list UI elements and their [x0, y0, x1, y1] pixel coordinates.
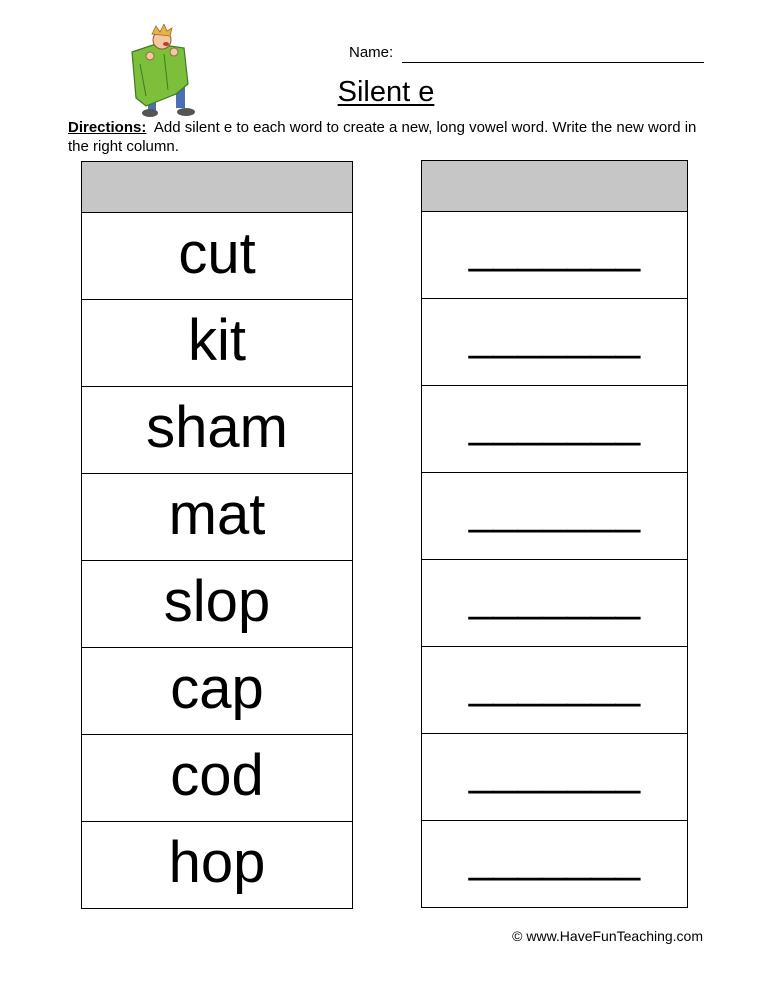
word-text: slop: [163, 569, 271, 634]
copyright-footer: © www.HaveFunTeaching.com: [512, 928, 703, 944]
word-text: sham: [146, 395, 288, 460]
word-text: kit: [188, 308, 246, 373]
answer-blank[interactable]: _______: [468, 833, 641, 882]
answer-column-header: [422, 161, 688, 212]
answer-blank[interactable]: _______: [468, 398, 641, 447]
word-column-header: [82, 162, 353, 213]
answer-blank[interactable]: _______: [468, 311, 641, 360]
word-cell: [82, 474, 353, 561]
word-cell: [82, 300, 353, 387]
answer-cell[interactable]: [422, 821, 688, 908]
word-text: cut: [178, 221, 256, 286]
word-column-table: [81, 161, 353, 909]
word-cell: [82, 213, 353, 300]
answer-cell[interactable]: [422, 734, 688, 821]
word-cell: [82, 735, 353, 822]
answer-blank[interactable]: _______: [468, 659, 641, 708]
answer-blank[interactable]: _______: [468, 485, 641, 534]
answer-blank[interactable]: _______: [468, 746, 641, 795]
answer-blank[interactable]: _______: [468, 224, 641, 273]
word-cell: [82, 822, 353, 909]
word-cell: [82, 387, 353, 474]
word-text: hop: [168, 830, 266, 895]
name-field-line[interactable]: [402, 62, 704, 63]
answer-blank[interactable]: _______: [468, 572, 641, 621]
answer-cell[interactable]: [422, 647, 688, 734]
answer-cell[interactable]: [422, 299, 688, 386]
directions-text: Add silent e to each word to create a new, long vowel word. Write the new word in the right column.: [68, 119, 697, 155]
word-cell: [82, 561, 353, 648]
directions-label: Directions:: [68, 119, 147, 136]
answer-cell[interactable]: [422, 212, 688, 299]
word-text: cod: [170, 743, 264, 808]
answer-column-table: [421, 160, 688, 908]
name-label: Name:: [349, 44, 394, 61]
word-text: cap: [170, 656, 264, 721]
worksheet-title: Silent e: [337, 76, 435, 108]
word-text: mat: [168, 482, 266, 547]
directions: [68, 118, 718, 156]
answer-cell[interactable]: [422, 473, 688, 560]
answer-cell[interactable]: [422, 386, 688, 473]
answer-cell[interactable]: [422, 560, 688, 647]
word-cell: [82, 648, 353, 735]
